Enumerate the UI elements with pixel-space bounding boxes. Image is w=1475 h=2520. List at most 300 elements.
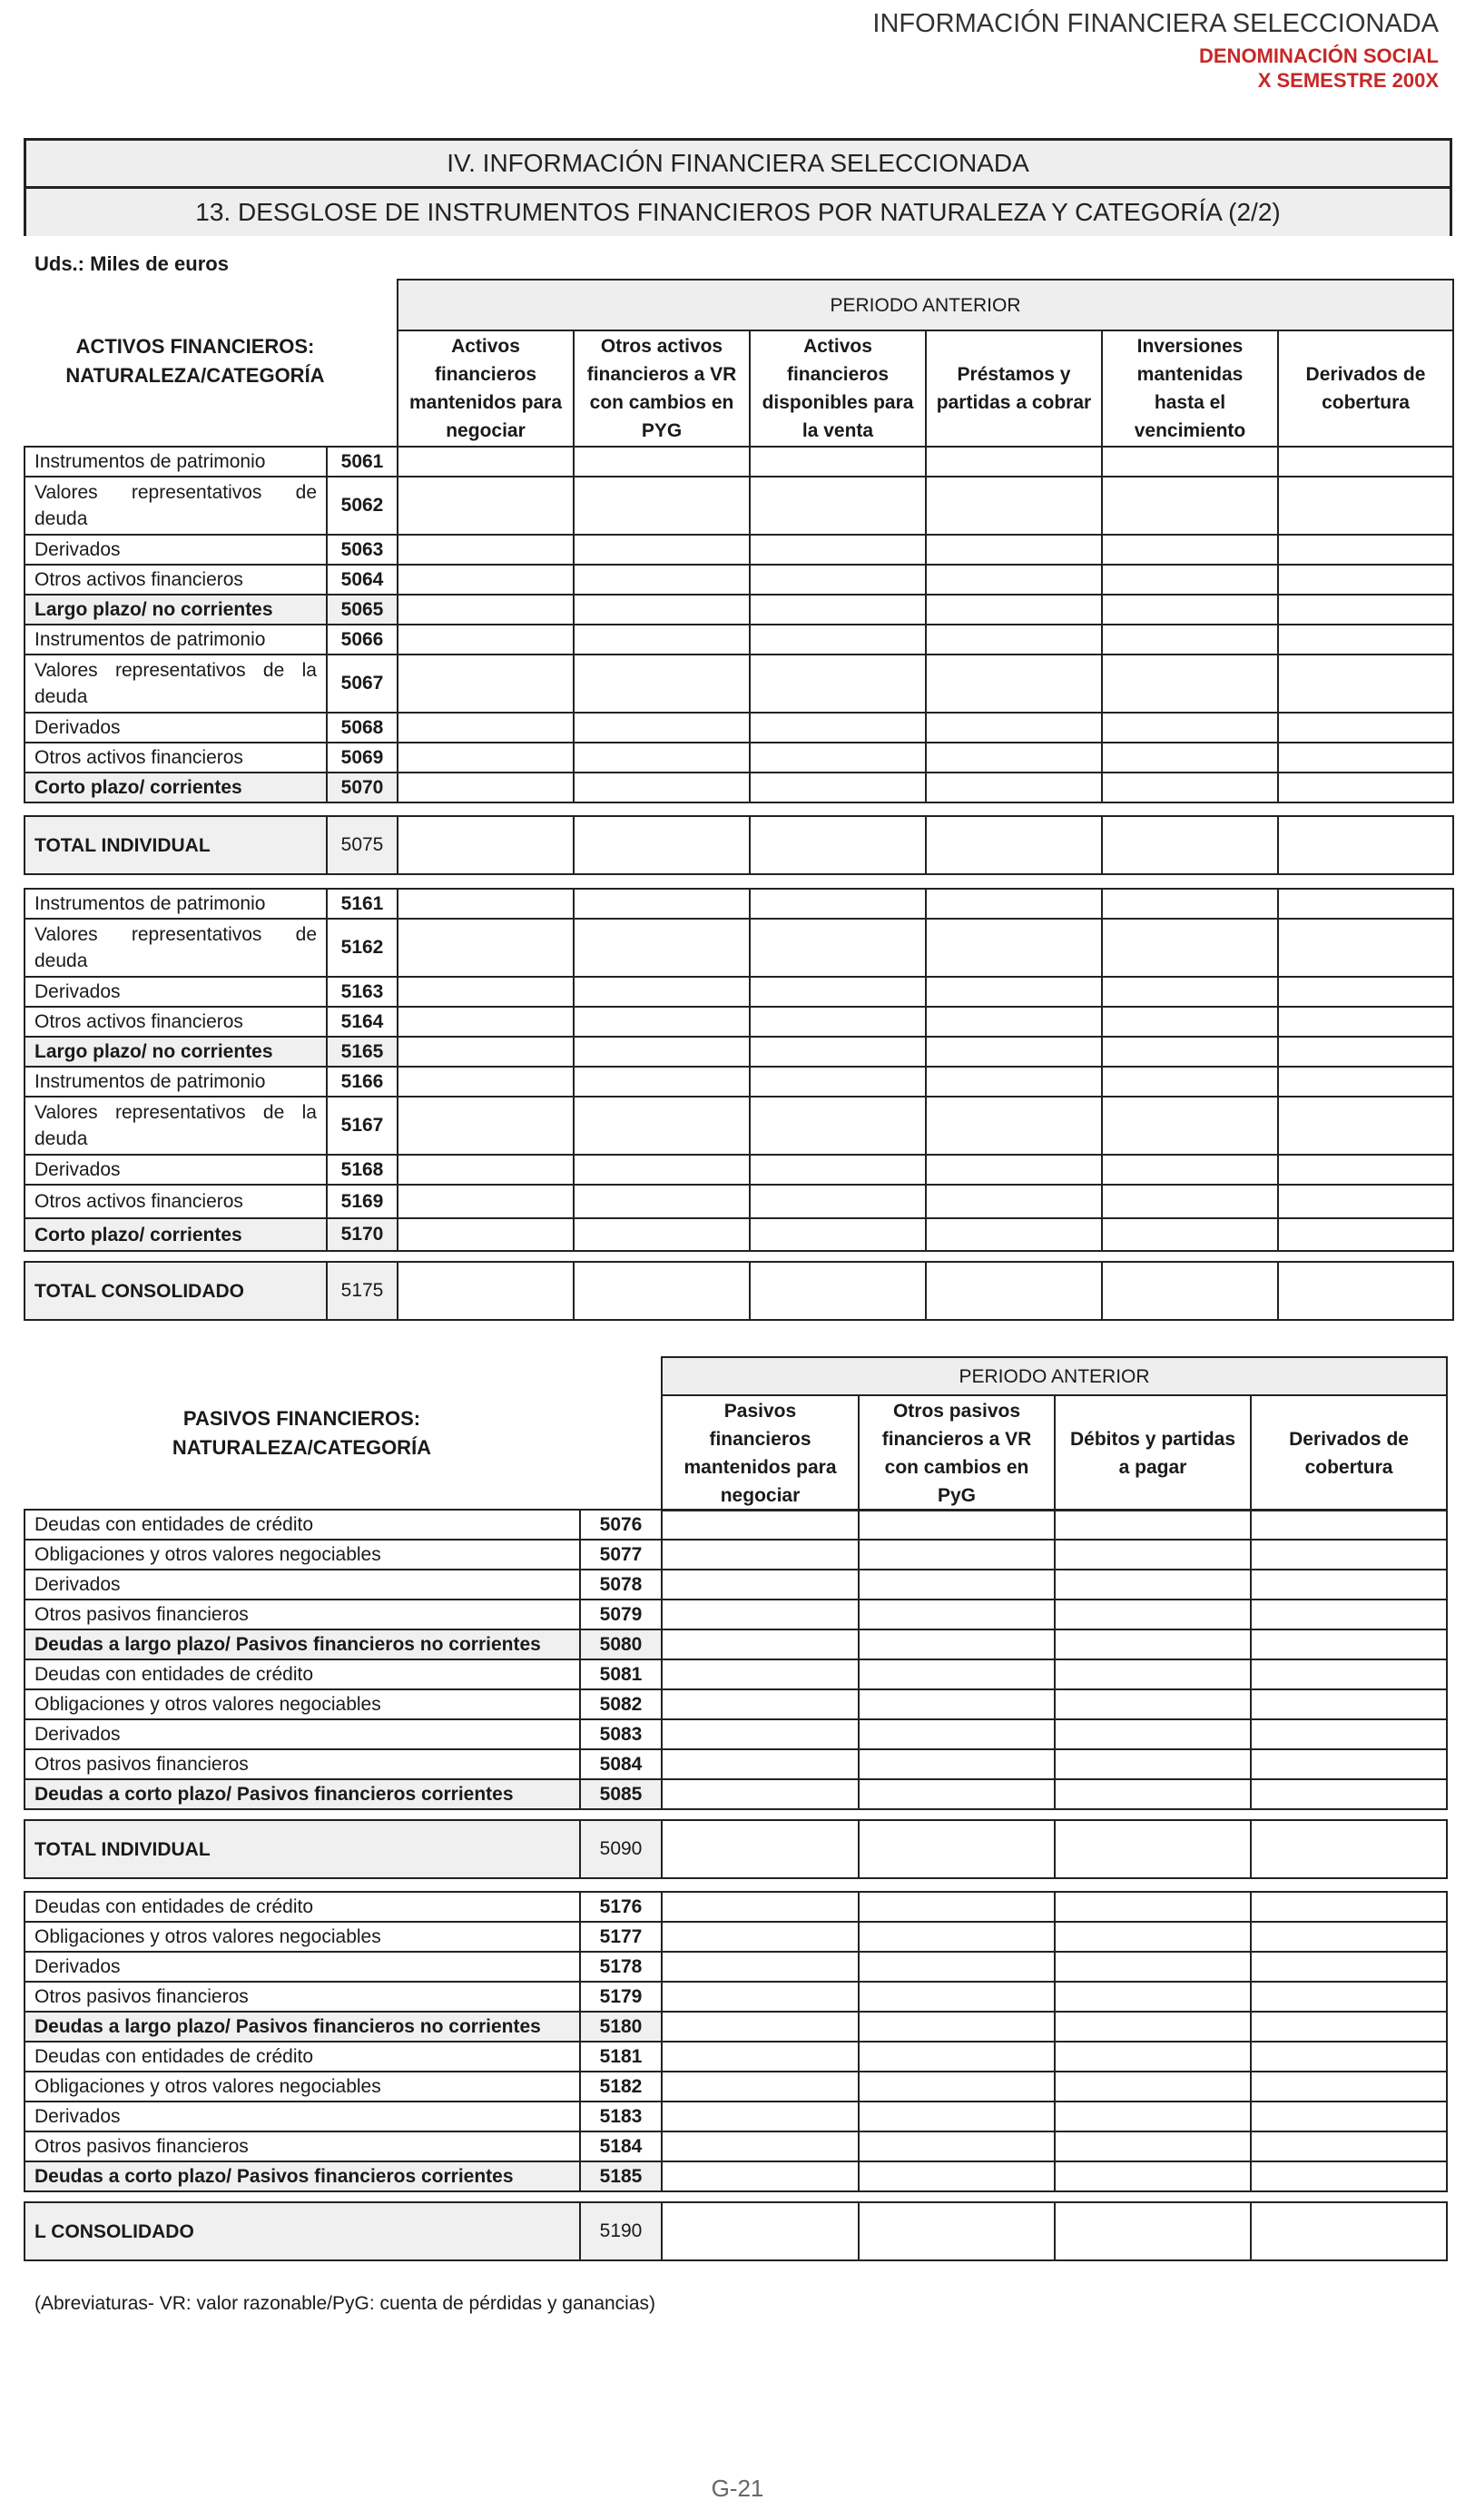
liabilities-individual-table [24,1509,1448,1810]
liabilities-consolidated-total-value-cell[interactable] [662,2202,859,2260]
assets-value-cell[interactable] [926,919,1102,977]
liabilities-consolidated-total-label: L CONSOLIDADO [25,2202,580,2260]
liabilities-value-cell[interactable] [1055,1510,1251,1540]
liabilities-value-cell[interactable] [662,1982,859,2012]
liabilities-row-label: Deudas con entidades de crédito [25,1892,580,1922]
assets-individual-total-value-cell[interactable] [398,816,574,874]
liabilities-value-cell[interactable] [859,1719,1055,1749]
assets-column-header: Activos financieros mantenidos para negociar [398,330,574,447]
liabilities-value-cell[interactable] [859,2042,1055,2072]
table-row [25,1037,1453,1067]
assets-consolidated-total-label: TOTAL CONSOLIDADO [25,1262,327,1320]
assets-value-cell[interactable] [1102,977,1278,1007]
liabilities-value-cell[interactable] [662,1952,859,1982]
liabilities-value-cell[interactable] [859,2072,1055,2102]
assets-value-cell[interactable] [1102,655,1278,713]
liabilities-value-cell[interactable] [662,1659,859,1689]
assets-value-cell[interactable] [1278,1218,1453,1251]
assets-value-cell[interactable] [398,477,574,535]
assets-individual-total-code: 5075 [327,816,398,874]
assets-value-cell[interactable] [1278,535,1453,565]
assets-value-cell[interactable] [398,1037,574,1067]
assets-individual-total-value-cell[interactable] [1102,816,1278,874]
liabilities-value-cell[interactable] [662,1629,859,1659]
liabilities-row-code: 5178 [580,1952,662,1982]
assets-value-cell[interactable] [398,1155,574,1185]
assets-value-cell[interactable] [398,625,574,655]
table-row [25,1218,1453,1251]
liabilities-row-code: 5184 [580,2131,662,2161]
assets-value-cell[interactable] [1102,773,1278,802]
assets-value-cell[interactable] [1102,1155,1278,1185]
table-row [25,1892,1447,1922]
assets-row-code: 5070 [327,773,398,802]
assets-row-label: Otros activos financieros [25,743,327,773]
assets-value-cell[interactable] [398,535,574,565]
liabilities-individual-total-value-cell[interactable] [1251,1820,1447,1878]
assets-value-cell[interactable] [750,535,926,565]
liabilities-value-cell[interactable] [1251,1689,1447,1719]
assets-value-cell[interactable] [1278,625,1453,655]
assets-value-cell[interactable] [926,535,1102,565]
assets-row-label: Instrumentos de patrimonio [25,1067,327,1097]
assets-value-cell[interactable] [926,773,1102,802]
assets-value-cell[interactable] [1102,1037,1278,1067]
assets-value-cell[interactable] [1102,889,1278,919]
assets-value-cell[interactable] [750,919,926,977]
assets-value-cell[interactable] [750,743,926,773]
assets-value-cell[interactable] [574,1067,750,1097]
assets-value-cell[interactable] [750,889,926,919]
assets-value-cell[interactable] [398,773,574,802]
assets-row-code: 5064 [327,565,398,595]
assets-consolidated-total-value-cell[interactable] [1278,1262,1453,1320]
liabilities-individual-total-value-cell[interactable] [859,1820,1055,1878]
assets-value-cell[interactable] [1278,743,1453,773]
liabilities-value-cell[interactable] [1251,2072,1447,2102]
assets-value-cell[interactable] [1102,1185,1278,1218]
liabilities-value-cell[interactable] [859,1510,1055,1540]
liabilities-value-cell[interactable] [662,1749,859,1779]
liabilities-value-cell[interactable] [1055,2102,1251,2131]
total-row [25,2202,1447,2260]
assets-row-code: 5168 [327,1155,398,1185]
table-row [25,477,1453,535]
assets-individual-total-value-cell[interactable] [750,816,926,874]
assets-row-label: Derivados [25,713,327,743]
assets-row-code: 5065 [327,595,398,625]
assets-value-cell[interactable] [750,625,926,655]
liabilities-value-cell[interactable] [662,1892,859,1922]
liabilities-row-code: 5181 [580,2042,662,2072]
assets-row-code: 5069 [327,743,398,773]
liabilities-individual-total-value-cell[interactable] [662,1820,859,1878]
assets-row-label: Otros activos financieros [25,565,327,595]
assets-row-label: Valores representativos de deuda [25,919,327,977]
liabilities-value-cell[interactable] [1251,1600,1447,1629]
liabilities-value-cell[interactable] [859,1922,1055,1952]
assets-value-cell[interactable] [1278,977,1453,1007]
liabilities-value-cell[interactable] [1251,1952,1447,1982]
assets-value-cell[interactable] [574,1007,750,1037]
assets-value-cell[interactable] [750,477,926,535]
liabilities-value-cell[interactable] [1251,1892,1447,1922]
assets-value-cell[interactable] [1102,743,1278,773]
assets-value-cell[interactable] [574,477,750,535]
liabilities-value-cell[interactable] [1055,1600,1251,1629]
assets-value-cell[interactable] [398,447,574,477]
assets-value-cell[interactable] [574,713,750,743]
assets-value-cell[interactable] [750,655,926,713]
assets-value-cell[interactable] [926,1007,1102,1037]
table-row [25,1067,1453,1097]
liabilities-consolidated-total-value-cell[interactable] [859,2202,1055,2260]
assets-value-cell[interactable] [398,1218,574,1251]
liabilities-value-cell[interactable] [859,1982,1055,2012]
assets-value-cell[interactable] [926,977,1102,1007]
section-subtitle: 13. DESGLOSE DE INSTRUMENTOS FINANCIEROS POR NATURALEZA Y CATEGORÍA (2/2) [26,186,1450,236]
assets-consolidated-total-value-cell[interactable] [398,1262,574,1320]
assets-value-cell[interactable] [574,977,750,1007]
assets-value-cell[interactable] [750,773,926,802]
assets-value-cell[interactable] [1102,713,1278,743]
assets-consolidated-total-value-cell[interactable] [750,1262,926,1320]
liabilities-value-cell[interactable] [1251,2102,1447,2131]
assets-value-cell[interactable] [398,889,574,919]
assets-value-cell[interactable] [398,919,574,977]
assets-value-cell[interactable] [574,773,750,802]
assets-value-cell[interactable] [1278,565,1453,595]
table-row [25,1629,1447,1659]
assets-value-cell[interactable] [574,535,750,565]
assets-individual-total-value-cell[interactable] [1278,816,1453,874]
assets-value-cell[interactable] [574,595,750,625]
liabilities-value-cell[interactable] [662,1570,859,1600]
liabilities-row-label: Otros pasivos financieros [25,1600,580,1629]
assets-value-cell[interactable] [926,477,1102,535]
liabilities-value-cell[interactable] [859,1540,1055,1570]
liabilities-value-cell[interactable] [662,2012,859,2042]
liabilities-value-cell[interactable] [1055,1922,1251,1952]
assets-value-cell[interactable] [574,447,750,477]
assets-value-cell[interactable] [750,1037,926,1067]
table-row [25,1719,1447,1749]
liabilities-value-cell[interactable] [1251,2012,1447,2042]
assets-value-cell[interactable] [750,565,926,595]
assets-value-cell[interactable] [750,713,926,743]
assets-row-code: 5165 [327,1037,398,1067]
assets-value-cell[interactable] [1102,1067,1278,1097]
liabilities-value-cell[interactable] [859,1892,1055,1922]
assets-value-cell[interactable] [398,595,574,625]
assets-value-cell[interactable] [1278,477,1453,535]
liabilities-value-cell[interactable] [859,2102,1055,2131]
assets-value-cell[interactable] [1278,773,1453,802]
liabilities-value-cell[interactable] [1251,1749,1447,1779]
liabilities-value-cell[interactable] [1251,2161,1447,2191]
liabilities-value-cell[interactable] [662,2131,859,2161]
assets-value-cell[interactable] [926,1218,1102,1251]
liabilities-row-label: Deudas a corto plazo/ Pasivos financieros corrientes [25,1779,580,1809]
liabilities-value-cell[interactable] [662,2161,859,2191]
assets-row-label: Valores representativos de la deuda [25,1097,327,1155]
assets-value-cell[interactable] [926,595,1102,625]
assets-row-code: 5170 [327,1218,398,1251]
document-header-title: INFORMACIÓN FINANCIERA SELECCIONADA [872,9,1439,38]
assets-value-cell[interactable] [1102,565,1278,595]
assets-value-cell[interactable] [1102,447,1278,477]
assets-value-cell[interactable] [1102,1218,1278,1251]
assets-value-cell[interactable] [1278,1185,1453,1218]
liabilities-row-code: 5185 [580,2161,662,2191]
assets-value-cell[interactable] [398,713,574,743]
assets-value-cell[interactable] [398,1067,574,1097]
liabilities-value-cell[interactable] [1055,1749,1251,1779]
assets-value-cell[interactable] [1278,595,1453,625]
assets-row-label: Largo plazo/ no corrientes [25,595,327,625]
assets-value-cell[interactable] [1278,919,1453,977]
liabilities-value-cell[interactable] [1055,1570,1251,1600]
liabilities-value-cell[interactable] [1055,1719,1251,1749]
liabilities-value-cell[interactable] [1055,1659,1251,1689]
liabilities-row-label: Derivados [25,1952,580,1982]
assets-value-cell[interactable] [398,743,574,773]
liabilities-value-cell[interactable] [859,2131,1055,2161]
assets-value-cell[interactable] [398,565,574,595]
liabilities-row-label: Otros pasivos financieros [25,1982,580,2012]
table-row [25,535,1453,565]
assets-value-cell[interactable] [750,1097,926,1155]
assets-value-cell[interactable] [926,1155,1102,1185]
liabilities-value-cell[interactable] [1055,2161,1251,2191]
table-row [25,977,1453,1007]
assets-value-cell[interactable] [926,447,1102,477]
liabilities-row-label: Obligaciones y otros valores negociables [25,2072,580,2102]
assets-row-code: 5164 [327,1007,398,1037]
assets-heading: ACTIVOS FINANCIEROS: NATURALEZA/CATEGORÍA [65,335,325,387]
assets-value-cell[interactable] [926,743,1102,773]
assets-individual-total-value-cell[interactable] [926,816,1102,874]
assets-value-cell[interactable] [1278,1037,1453,1067]
liabilities-value-cell[interactable] [662,1719,859,1749]
assets-value-cell[interactable] [750,1067,926,1097]
liabilities-individual-total-value-cell[interactable] [1055,1820,1251,1878]
assets-value-cell[interactable] [750,1155,926,1185]
assets-value-cell[interactable] [574,1218,750,1251]
liabilities-column-header: Otros pasivos financieros a VR con cambios en PyG [859,1395,1055,1511]
total-row [25,816,1453,874]
liabilities-row-code: 5082 [580,1689,662,1719]
assets-value-cell[interactable] [1278,655,1453,713]
liabilities-value-cell[interactable] [1251,1779,1447,1809]
liabilities-value-cell[interactable] [859,1659,1055,1689]
assets-value-cell[interactable] [1102,595,1278,625]
liabilities-value-cell[interactable] [662,2072,859,2102]
assets-value-cell[interactable] [574,655,750,713]
liabilities-value-cell[interactable] [662,1600,859,1629]
assets-column-header: Préstamos y partidas a cobrar [926,330,1102,447]
assets-value-cell[interactable] [574,743,750,773]
liabilities-row-label: Obligaciones y otros valores negociables [25,1689,580,1719]
liabilities-row-code: 5079 [580,1600,662,1629]
assets-value-cell[interactable] [574,919,750,977]
liabilities-value-cell[interactable] [1055,2042,1251,2072]
table-row [25,743,1453,773]
liabilities-row-label: Derivados [25,1570,580,1600]
assets-value-cell[interactable] [398,977,574,1007]
liabilities-value-cell[interactable] [1251,1922,1447,1952]
liabilities-value-cell[interactable] [1251,2131,1447,2161]
assets-consolidated-total-value-cell[interactable] [574,1262,750,1320]
assets-consolidated-total-value-cell[interactable] [1102,1262,1278,1320]
liabilities-row-code: 5085 [580,1779,662,1809]
table-row [25,1922,1447,1952]
liabilities-value-cell[interactable] [859,1689,1055,1719]
assets-row-label: Valores representativos de deuda [25,477,327,535]
liabilities-value-cell[interactable] [662,1540,859,1570]
abbreviations-note: (Abreviaturas- VR: valor razonable/PyG: cuenta de pérdidas y ganancias) [34,2293,656,2314]
assets-individual-total-value-cell[interactable] [574,816,750,874]
assets-value-cell[interactable] [398,1007,574,1037]
reporting-period: X SEMESTRE 200X [1257,69,1439,92]
liabilities-value-cell[interactable] [1055,1629,1251,1659]
liabilities-value-cell[interactable] [859,1779,1055,1809]
assets-value-cell[interactable] [1278,713,1453,743]
assets-value-cell[interactable] [398,1185,574,1218]
liabilities-value-cell[interactable] [662,1922,859,1952]
assets-value-cell[interactable] [574,1097,750,1155]
liabilities-value-cell[interactable] [1055,2131,1251,2161]
assets-value-cell[interactable] [1102,1007,1278,1037]
liabilities-value-cell[interactable] [1251,1629,1447,1659]
assets-value-cell[interactable] [1102,625,1278,655]
assets-value-cell[interactable] [1102,919,1278,977]
liabilities-value-cell[interactable] [859,1629,1055,1659]
assets-row-code: 5066 [327,625,398,655]
assets-value-cell[interactable] [1278,447,1453,477]
liabilities-value-cell[interactable] [859,1600,1055,1629]
assets-consolidated-total-table [24,1261,1454,1321]
assets-value-cell[interactable] [750,595,926,625]
assets-value-cell[interactable] [1102,1097,1278,1155]
assets-consolidated-total-value-cell[interactable] [926,1262,1102,1320]
assets-value-cell[interactable] [398,1097,574,1155]
assets-value-cell[interactable] [574,565,750,595]
liabilities-row-label: Obligaciones y otros valores negociables [25,1922,580,1952]
liabilities-value-cell[interactable] [1251,1982,1447,2012]
table-row [25,713,1453,743]
liabilities-value-cell[interactable] [1251,1510,1447,1540]
liabilities-value-cell[interactable] [662,1779,859,1809]
assets-value-cell[interactable] [926,1185,1102,1218]
liabilities-row-label: Deudas a largo plazo/ Pasivos financieros no corrientes [25,1629,580,1659]
liabilities-value-cell[interactable] [662,1689,859,1719]
liabilities-value-cell[interactable] [1055,2012,1251,2042]
assets-row-code: 5163 [327,977,398,1007]
assets-value-cell[interactable] [926,1037,1102,1067]
assets-value-cell[interactable] [750,1185,926,1218]
liabilities-row-code: 5077 [580,1540,662,1570]
liabilities-value-cell[interactable] [662,1510,859,1540]
liabilities-value-cell[interactable] [859,1570,1055,1600]
assets-value-cell[interactable] [574,1037,750,1067]
assets-value-cell[interactable] [1102,535,1278,565]
assets-value-cell[interactable] [926,1067,1102,1097]
assets-value-cell[interactable] [926,565,1102,595]
liabilities-row-code: 5179 [580,1982,662,2012]
assets-value-cell[interactable] [398,655,574,713]
assets-value-cell[interactable] [1278,1067,1453,1097]
liabilities-value-cell[interactable] [1055,1779,1251,1809]
assets-value-cell[interactable] [574,625,750,655]
assets-value-cell[interactable] [1102,477,1278,535]
assets-value-cell[interactable] [926,713,1102,743]
liabilities-consolidated-total-value-cell[interactable] [1055,2202,1251,2260]
table-row [25,1749,1447,1779]
liabilities-value-cell[interactable] [1251,1719,1447,1749]
assets-value-cell[interactable] [574,1155,750,1185]
liabilities-value-cell[interactable] [662,2102,859,2131]
liabilities-value-cell[interactable] [1055,1892,1251,1922]
assets-value-cell[interactable] [750,1007,926,1037]
assets-value-cell[interactable] [1278,1097,1453,1155]
liabilities-row-code: 5080 [580,1629,662,1659]
assets-value-cell[interactable] [1278,1155,1453,1185]
liabilities-value-cell[interactable] [1055,1540,1251,1570]
assets-row-label: Corto plazo/ corrientes [25,1218,327,1251]
liabilities-individual-total-table [24,1819,1448,1879]
liabilities-value-cell[interactable] [859,1952,1055,1982]
assets-value-cell[interactable] [926,655,1102,713]
table-row [25,565,1453,595]
assets-value-cell[interactable] [926,625,1102,655]
table-row [25,625,1453,655]
liabilities-value-cell[interactable] [859,2161,1055,2191]
assets-value-cell[interactable] [750,447,926,477]
liabilities-row-code: 5083 [580,1719,662,1749]
assets-value-cell[interactable] [1278,889,1453,919]
assets-value-cell[interactable] [574,1185,750,1218]
assets-row-code: 5062 [327,477,398,535]
liabilities-consolidated-total-value-cell[interactable] [1251,2202,1447,2260]
liabilities-value-cell[interactable] [1251,1540,1447,1570]
assets-value-cell[interactable] [926,889,1102,919]
liabilities-value-cell[interactable] [859,2012,1055,2042]
liabilities-value-cell[interactable] [1055,1952,1251,1982]
assets-value-cell[interactable] [750,1218,926,1251]
total-row [25,1820,1447,1878]
liabilities-value-cell[interactable] [1055,1982,1251,2012]
liabilities-column-header: Derivados de cobertura [1251,1395,1447,1511]
liabilities-value-cell[interactable] [1251,1659,1447,1689]
section-title-box [24,138,1452,236]
assets-row-label: Instrumentos de patrimonio [25,447,327,477]
liabilities-value-cell[interactable] [1055,1689,1251,1719]
liabilities-value-cell[interactable] [859,1749,1055,1779]
liabilities-value-cell[interactable] [1055,2072,1251,2102]
table-row [25,1659,1447,1689]
liabilities-value-cell[interactable] [1251,2042,1447,2072]
assets-value-cell[interactable] [574,889,750,919]
assets-value-cell[interactable] [750,977,926,1007]
assets-value-cell[interactable] [926,1097,1102,1155]
liabilities-row-code: 5081 [580,1659,662,1689]
liabilities-value-cell[interactable] [662,2042,859,2072]
table-row [25,1570,1447,1600]
liabilities-value-cell[interactable] [1251,1570,1447,1600]
assets-value-cell[interactable] [1278,1007,1453,1037]
assets-header-table [397,279,1454,448]
